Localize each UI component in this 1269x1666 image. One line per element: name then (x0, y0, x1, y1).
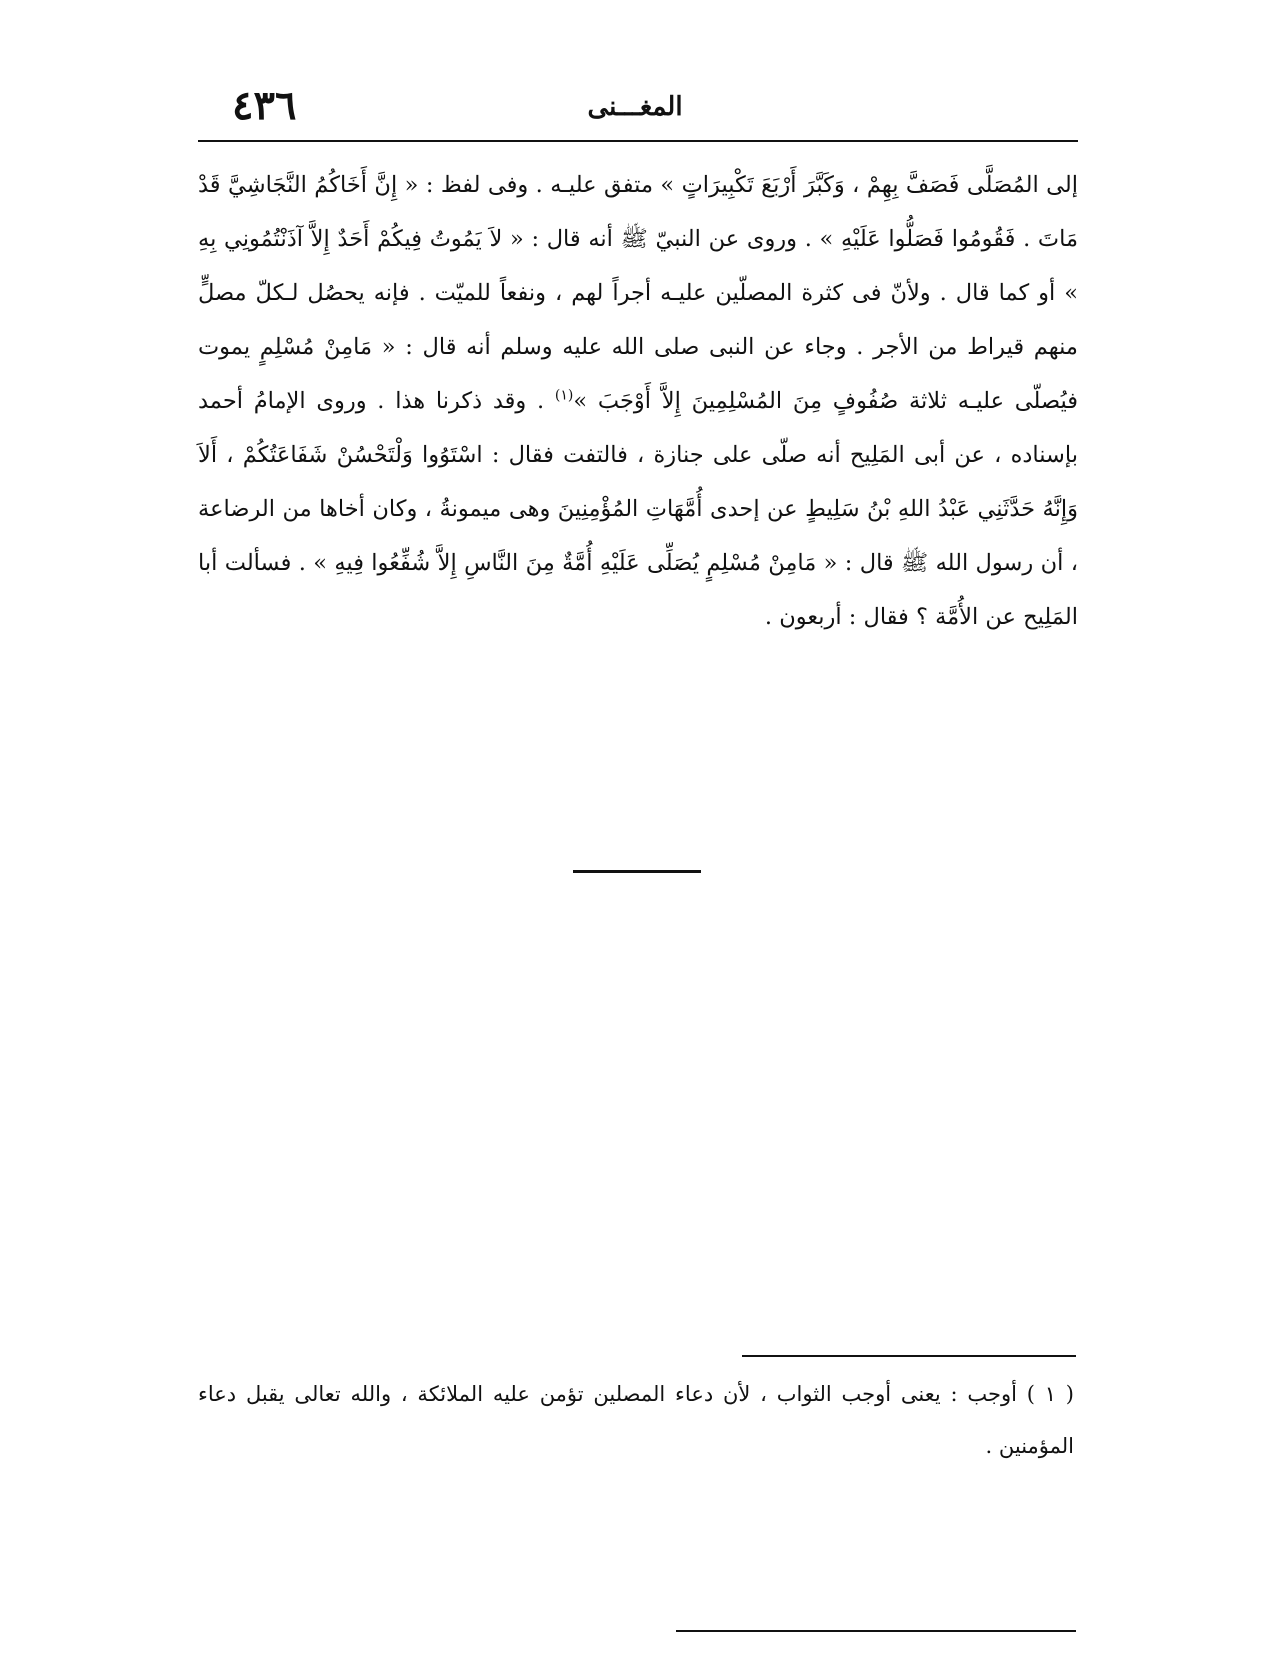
footnote-reference: (١) (554, 387, 574, 404)
paragraph-part-1: إلى المُصَلَّى فَصَفَّ بِهِمْ ، وَكَبَّرَ أَرْبَعَ تَكْبِيرَاتٍ » متفق عليـه . وفى لفظ : « إِنَّ أَخَاكُمُ النَّجَاشِيَّ قَدْ مَاتَ . فَقُومُوا فَصَلُّوا عَلَيْهِ » . وروى عن النبيّ ﷺ أنه قال : « لاَ يَمُوتُ فِيكُمْ أَحَدٌ إِلاَّ آذَنْتُمُونِي بِهِ » أو كما قال . ولأنّ فى كثرة المصلّين عليـه أجراً لهم ، ونفعاً للميّت . فإنه يحصُل لـكلّ مصلٍّ منهم قيراط من الأجر . وجاء عن النبى صلى الله عليه وسلم أنه قال : « مَامِنْ مُسْلِمٍ يموت فيُصلّى عليـه ثلاثة صُفُوفٍ مِنَ المُسْلِمِينَ إِلاَّ أَوْجَبَ » (198, 172, 1079, 414)
section-end-rule (573, 870, 701, 873)
page-number: ٤٣٦ (232, 82, 297, 129)
footnote-separator (742, 1355, 1076, 1357)
main-text (198, 158, 1078, 644)
paragraph-part-2: . وقد ذكرنا هذا . وروى الإمامُ أحمد بإسناده ، عن أبى المَلِيح أنه صلّى على جنازة ، فالتفت فقال : اسْتَوُوا وَلْتَحْسُنْ شَفَاعَتُكُمْ ، أَلاَ وَإِنَّهُ حَدَّثَنِي عَبْدُ اللهِ بْنُ سَلِيطٍ عن إحدى أُمَّهَاتِ المُؤْمِنِينَ وهى ميمونةُ ، وكان أخاها من الرضاعة ، أن رسول الله ﷺ قال : « مَامِنْ مُسْلِمٍ يُصَلِّى عَلَيْهِ أُمَّةٌ مِنَ النَّاسِ إِلاَّ شُفِّعُوا فِيهِ » . فسألت أبا المَلِيح عن الأُمَّة ؟ فقال : أربعون . (198, 388, 1078, 630)
footnotes (198, 1368, 1074, 1472)
footnote-1: ( ١ ) أوجب : يعنى أوجب الثواب ، لأن دعاء المصلين تؤمن عليه الملائكة ، والله تعالى يقبل دعاء المؤمنين . (198, 1382, 1074, 1458)
bottom-rule (676, 1630, 1076, 1632)
main-paragraph (198, 158, 1078, 644)
header-rule (198, 140, 1078, 142)
running-title: المغـــنى (587, 92, 683, 122)
